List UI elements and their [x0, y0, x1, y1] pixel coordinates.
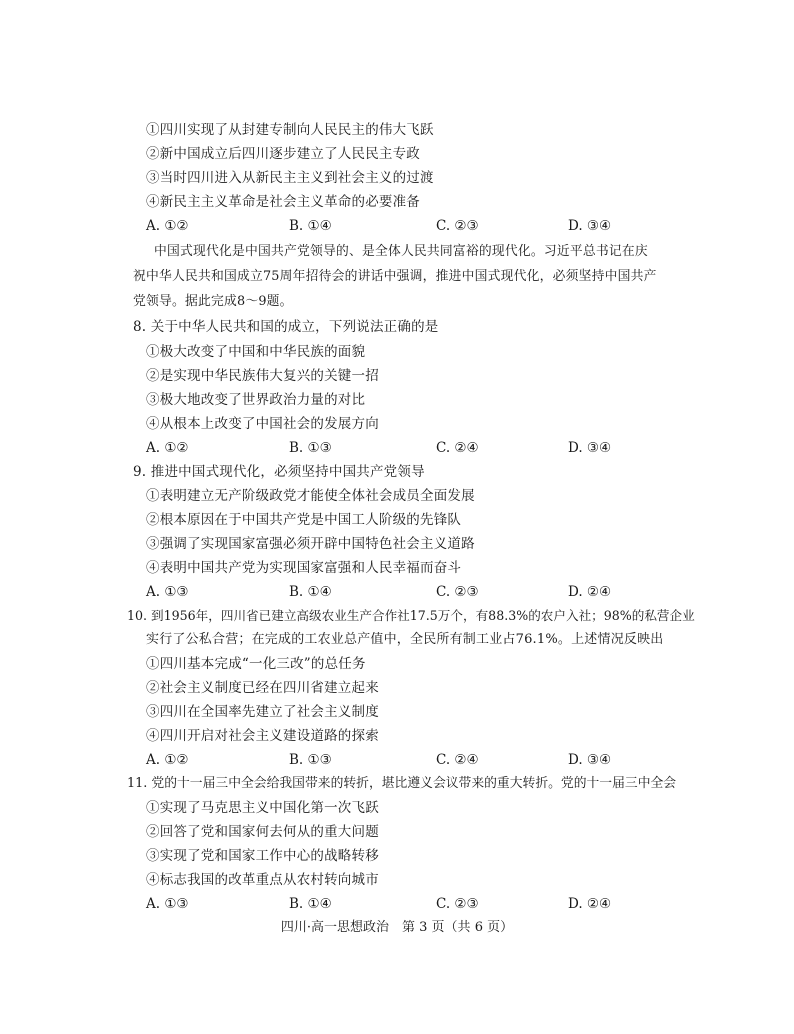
q10-option-d: D. ③④ [568, 752, 612, 768]
q8-stem: 8. 关于中华人民共和国的成立，下列说法正确的是 [133, 319, 439, 335]
q9-item-1: ①表明建立无产阶级政党才能使全体社会成员全面发展 [146, 488, 475, 504]
q7-item-3: ③当时四川进入从新民主主义到社会主义的过渡 [146, 170, 434, 186]
q10-item-2: ②社会主义制度已经在四川省建立起来 [146, 680, 379, 696]
q9-item-2: ②根本原因在于中国共产党是中国工人阶级的先锋队 [146, 512, 462, 528]
q10-item-4: ④四川开启对社会主义建设道路的探索 [146, 728, 379, 744]
material-line-3: 党领导。据此完成8～9题。 [133, 294, 293, 309]
q9-item-3: ③强调了实现国家富强必须开辟中国特色社会主义道路 [146, 536, 475, 552]
q8-item-1: ①极大改变了中国和中华民族的面貌 [146, 344, 366, 360]
q11-item-2: ②回答了党和国家何去何从的重大问题 [146, 824, 379, 840]
q10-option-a: A. ①② [146, 752, 189, 768]
q9-stem: 9. 推进中国式现代化，必须坚持中国共产党领导 [133, 464, 425, 480]
q11-stem: 11. 党的十一届三中全会给我国带来的转折，堪比遵义会议带来的重大转折。党的十一届三中全会 [127, 776, 677, 791]
q11-option-c: C. ②③ [436, 896, 479, 912]
q10-option-c: C. ②④ [436, 752, 479, 768]
q11-option-a: A. ①③ [146, 896, 189, 912]
q7-option-b: B. ①④ [289, 218, 332, 234]
page-footer: 四川·高一思想政治 第 3 页（共 6 页） [280, 920, 514, 935]
q7-option-c: C. ②③ [436, 218, 479, 234]
q8-item-3: ③极大地改变了世界政治力量的对比 [146, 392, 366, 408]
q7-item-4: ④新民主主义革命是社会主义革命的必要准备 [146, 194, 420, 210]
q10-item-3: ③四川在全国率先建立了社会主义制度 [146, 704, 379, 720]
q7-option-d: D. ③④ [568, 218, 612, 234]
q11-item-4: ④标志我国的改革重点从农村转向城市 [146, 872, 379, 888]
q11-item-3: ③实现了党和国家工作中心的战略转移 [146, 848, 379, 864]
q9-option-d: D. ②④ [568, 584, 612, 600]
q8-item-4: ④从根本上改变了中国社会的发展方向 [146, 416, 379, 432]
q8-option-c: C. ②④ [436, 440, 479, 456]
q9-item-4: ④表明中国共产党为实现国家富强和人民幸福而奋斗 [146, 560, 462, 576]
q10-option-b: B. ①③ [289, 752, 332, 768]
q11-option-d: D. ②④ [568, 896, 612, 912]
q7-item-2: ②新中国成立后四川逐步建立了人民民主专政 [146, 146, 420, 162]
q10-item-1: ①四川基本完成“一化三改”的总任务 [146, 656, 366, 672]
q8-item-2: ②是实现中华民族伟大复兴的关键一招 [146, 368, 379, 384]
q10-stem-line-2: 实行了公私合营；在完成的工农业总产值中，全民所有制工业占76.1%。上述情况反映出 [146, 632, 664, 647]
q11-item-1: ①实现了马克思主义中国化第一次飞跃 [146, 800, 379, 816]
q8-option-b: B. ①③ [289, 440, 332, 456]
q9-option-c: C. ②③ [436, 584, 479, 600]
q7-item-1: ①四川实现了从封建专制向人民民主的伟大飞跃 [146, 122, 434, 138]
q11-option-b: B. ①④ [289, 896, 332, 912]
q8-option-a: A. ①② [146, 440, 189, 456]
q9-option-a: A. ①③ [146, 584, 189, 600]
q8-option-d: D. ③④ [568, 440, 612, 456]
q10-stem-line-1: 10. 到1956年，四川省已建立高级农业生产合作社17.5万个，有88.3%的农户入社；98%的私营企业 [127, 608, 695, 623]
material-line-1: 中国式现代化是中国共产党领导的、是全体人民共同富裕的现代化。习近平总书记在庆 [154, 244, 648, 259]
q9-option-b: B. ①④ [289, 584, 332, 600]
material-line-2: 祝中华人民共和国成立75周年招待会的讲话中强调，推进中国式现代化，必须坚持中国共产 [133, 269, 657, 284]
q7-option-a: A. ①② [146, 218, 189, 234]
